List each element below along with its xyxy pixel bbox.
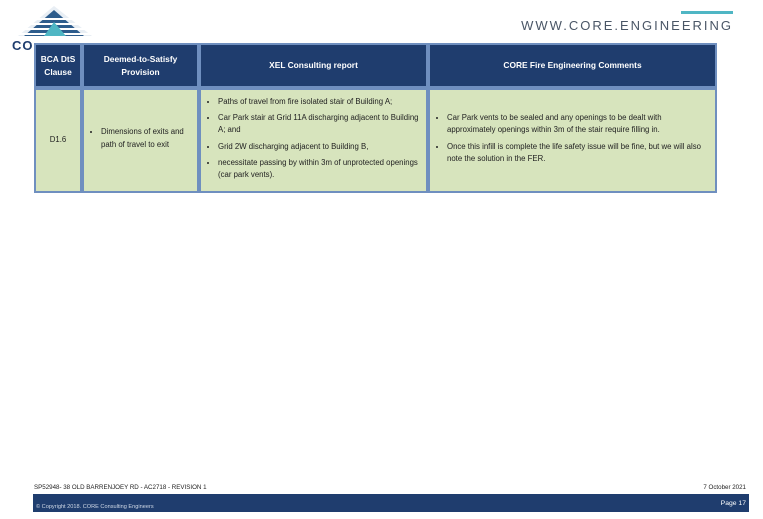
dts-assessment-table	[34, 43, 717, 193]
table-header-row	[34, 43, 717, 88]
header-core-comments: CORE Fire Engineering Comments	[428, 43, 717, 88]
clause-cell: D1.6	[34, 88, 82, 193]
core-comments-cell	[428, 88, 717, 193]
copyright-text: © Copyright 2018. CORE Consulting Engineers	[36, 504, 154, 510]
header-bca-dts-clause: BCA DtS Clause	[34, 43, 82, 88]
header-xel-consulting-report: XEL Consulting report	[199, 43, 428, 88]
logo-text: CO	[12, 38, 34, 53]
list-item: • Grid 2W discharging adjacent to Building B,	[218, 141, 422, 153]
page-number: Page 17	[720, 500, 746, 507]
xel-report-list	[205, 96, 422, 180]
list-item: • Car Park vents to be sealed and any openings to be dealt with approximately openings within 3m of the stair require filling in.	[447, 112, 711, 136]
list-item: • Dimensions of exits and path of travel to exit	[101, 126, 193, 150]
core-comments-list	[434, 112, 711, 164]
list-item: • Paths of travel from fire isolated stair of Building A;	[218, 96, 422, 108]
table-row	[34, 88, 717, 193]
provision-list	[88, 126, 193, 150]
list-item: • necessitate passing by within 3m of unprotected openings (car park vents).	[218, 157, 422, 181]
xel-report-cell	[199, 88, 428, 193]
list-item: • Once this infill is complete the life safety issue will be fine, but we will also note the solution in the FER.	[447, 141, 711, 165]
website-accent-bar	[681, 11, 733, 14]
header-deemed-to-satisfy-provision: Deemed-to-Satisfy Provision	[82, 43, 199, 88]
list-item: • Car Park stair at Grid 11A discharging adjacent to Building A; and	[218, 112, 422, 136]
website-url: WWW.CORE.ENGINEERING	[521, 18, 733, 33]
document-reference: SP52948- 38 OLD BARRENJOEY RD - AC2718 - REVISION 1	[34, 484, 207, 491]
provision-cell	[82, 88, 199, 193]
document-date: 7 October 2021	[703, 484, 746, 491]
